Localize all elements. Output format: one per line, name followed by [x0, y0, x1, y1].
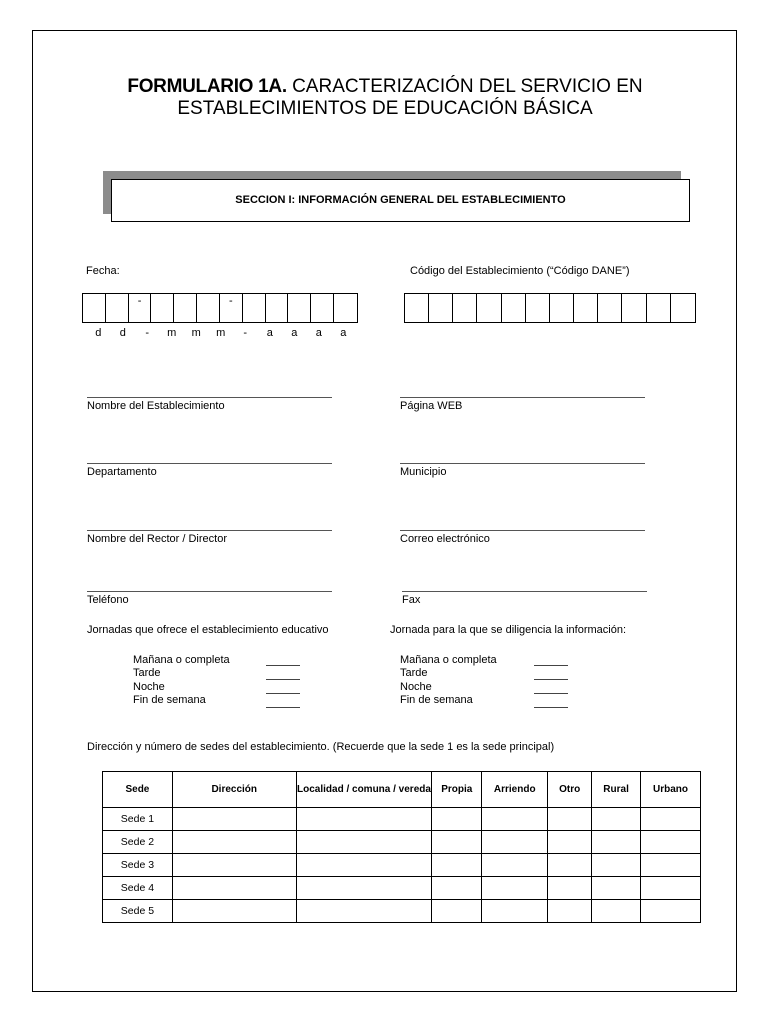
sede-cell[interactable] [592, 877, 641, 900]
jornada-right-option: Noche [400, 681, 432, 693]
jornada-left-option: Fin de semana [133, 694, 206, 706]
sede-cell[interactable] [482, 900, 548, 923]
fecha-format [86, 327, 356, 339]
sede-cell[interactable] [592, 854, 641, 877]
jornada-right-option: Mañana o completa [400, 654, 497, 666]
col-header: Sede [103, 772, 173, 808]
departamento-line[interactable] [87, 463, 332, 464]
fecha-digit-box[interactable] [174, 294, 197, 322]
sede-cell[interactable] [296, 831, 432, 854]
web-line[interactable] [400, 397, 645, 398]
sede-cell[interactable] [172, 831, 296, 854]
sede-cell[interactable] [296, 854, 432, 877]
jornada-left-blank[interactable] [266, 707, 300, 708]
sede-label: Sede 5 [103, 900, 173, 923]
fecha-format-char: - [145, 327, 150, 339]
sede-row [103, 831, 701, 854]
correo-line[interactable] [400, 530, 645, 531]
fecha-digit-box[interactable]: - [129, 294, 152, 322]
web-label: Página WEB [400, 400, 463, 412]
jornada-right-option: Fin de semana [400, 694, 473, 706]
fecha-format-char: m [167, 327, 177, 339]
jornada-left-blank[interactable] [266, 693, 300, 694]
title-line2: ESTABLECIMIENTOS DE EDUCACIÓN BÁSICA [177, 98, 593, 119]
codigo-digit-box[interactable] [477, 294, 501, 322]
codigo-digit-box[interactable] [429, 294, 453, 322]
jornadas-right-label: Jornada para la que se diligencia la información: [390, 624, 627, 636]
fecha-format-char: m [191, 327, 201, 339]
sede-label: Sede 1 [103, 808, 173, 831]
codigo-digit-box[interactable] [405, 294, 429, 322]
form-title [0, 76, 770, 120]
jornada-left-option: Tarde [133, 667, 161, 679]
jornada-left-option: Mañana o completa [133, 654, 230, 666]
sede-cell[interactable] [548, 877, 592, 900]
jornada-right-blank[interactable] [534, 665, 568, 666]
fecha-digit-box[interactable] [243, 294, 266, 322]
fecha-digit-box[interactable] [288, 294, 311, 322]
jornada-left-option: Noche [133, 681, 165, 693]
sede-cell[interactable] [482, 831, 548, 854]
rector-label: Nombre del Rector / Director [87, 533, 227, 545]
fecha-format-char: d [119, 327, 126, 339]
codigo-digit-box[interactable] [502, 294, 526, 322]
sede-cell[interactable] [641, 900, 701, 923]
nombre-line[interactable] [87, 397, 332, 398]
jornada-right-blank[interactable] [534, 707, 568, 708]
correo-label: Correo electrónico [400, 533, 490, 545]
col-header: Otro [548, 772, 592, 808]
codigo-digit-box[interactable] [574, 294, 598, 322]
sede-cell[interactable] [548, 854, 592, 877]
telefono-line[interactable] [87, 591, 332, 592]
col-header: Dirección [172, 772, 296, 808]
col-header: Arriendo [482, 772, 548, 808]
codigo-digit-box[interactable] [550, 294, 574, 322]
fax-label: Fax [402, 594, 421, 606]
sede-cell[interactable] [641, 831, 701, 854]
fecha-digit-box[interactable] [83, 294, 106, 322]
sede-cell[interactable] [432, 831, 482, 854]
fecha-format-char: a [340, 327, 347, 339]
col-header: Propia [432, 772, 482, 808]
nombre-label: Nombre del Establecimiento [87, 400, 225, 412]
municipio-line[interactable] [400, 463, 645, 464]
fecha-digit-box[interactable] [197, 294, 220, 322]
sede-cell[interactable] [641, 877, 701, 900]
sede-cell[interactable] [641, 808, 701, 831]
title-bold: FORMULARIO 1A. [127, 76, 287, 97]
sede-row [103, 900, 701, 923]
codigo-boxes[interactable] [404, 293, 696, 323]
jornada-right-blank[interactable] [534, 693, 568, 694]
sede-cell[interactable] [296, 900, 432, 923]
fecha-format-char: - [243, 327, 248, 339]
sede-cell[interactable] [592, 900, 641, 923]
fecha-boxes[interactable] [82, 293, 358, 323]
sede-cell[interactable] [548, 808, 592, 831]
sede-label: Sede 2 [103, 831, 173, 854]
sede-cell[interactable] [172, 854, 296, 877]
col-header: Urbano [641, 772, 701, 808]
sede-cell[interactable] [482, 877, 548, 900]
sede-row [103, 854, 701, 877]
sedes-intro: Dirección y número de sedes del establecimiento. (Recuerde que la sede 1 es la sede principal) [87, 741, 555, 753]
jornada-left-blank[interactable] [266, 665, 300, 666]
col-header: Rural [592, 772, 641, 808]
fecha-format-char: a [266, 327, 273, 339]
sede-cell[interactable] [296, 808, 432, 831]
codigo-digit-box[interactable] [526, 294, 550, 322]
fecha-digit-box[interactable]: - [220, 294, 243, 322]
fecha-digit-box[interactable] [334, 294, 357, 322]
fecha-digit-box[interactable] [106, 294, 129, 322]
sede-cell[interactable] [432, 877, 482, 900]
municipio-label: Municipio [400, 466, 447, 478]
sede-label: Sede 3 [103, 854, 173, 877]
fecha-label: Fecha: [86, 265, 120, 277]
fecha-format-char: a [291, 327, 298, 339]
codigo-label: Código del Establecimiento (“Código DANE”) [410, 265, 630, 277]
rector-line[interactable] [87, 530, 332, 531]
title-line1: CARACTERIZACIÓN DEL SERVICIO EN [286, 76, 643, 97]
sede-cell[interactable] [482, 808, 548, 831]
sede-cell[interactable] [172, 877, 296, 900]
sede-cell[interactable] [548, 831, 592, 854]
fax-line[interactable] [402, 591, 647, 592]
fecha-format-char: m [216, 327, 226, 339]
sede-cell[interactable] [172, 808, 296, 831]
fecha-format-char: d [95, 327, 102, 339]
jornada-right-option: Tarde [400, 667, 428, 679]
sede-cell[interactable] [432, 808, 482, 831]
sede-row [103, 808, 701, 831]
sede-cell[interactable] [432, 854, 482, 877]
codigo-digit-box[interactable] [647, 294, 671, 322]
section-header: SECCION I: INFORMACIÓN GENERAL DEL ESTABLECIMIENTO [111, 179, 690, 222]
jornada-right-blank[interactable] [534, 679, 568, 680]
sede-label: Sede 4 [103, 877, 173, 900]
telefono-label: Teléfono [87, 594, 129, 606]
departamento-label: Departamento [87, 466, 157, 478]
sede-cell[interactable] [296, 877, 432, 900]
jornada-left-blank[interactable] [266, 679, 300, 680]
jornadas-left-label: Jornadas que ofrece el establecimiento educativo [87, 624, 329, 636]
sede-cell[interactable] [592, 808, 641, 831]
fecha-digit-box[interactable] [266, 294, 289, 322]
sede-cell[interactable] [592, 831, 641, 854]
sede-cell[interactable] [432, 900, 482, 923]
col-header: Localidad / comuna / vereda [296, 772, 432, 808]
sedes-header-row [103, 772, 701, 808]
sedes-table [102, 771, 701, 923]
fecha-format-char: a [315, 327, 322, 339]
sede-cell[interactable] [548, 900, 592, 923]
fecha-digit-box[interactable] [151, 294, 174, 322]
codigo-digit-box[interactable] [598, 294, 622, 322]
fecha-digit-box[interactable] [311, 294, 334, 322]
sede-cell[interactable] [482, 854, 548, 877]
sede-row [103, 877, 701, 900]
sede-cell[interactable] [641, 854, 701, 877]
codigo-digit-box[interactable] [622, 294, 646, 322]
sede-cell[interactable] [172, 900, 296, 923]
codigo-digit-box[interactable] [671, 294, 695, 322]
codigo-digit-box[interactable] [453, 294, 477, 322]
